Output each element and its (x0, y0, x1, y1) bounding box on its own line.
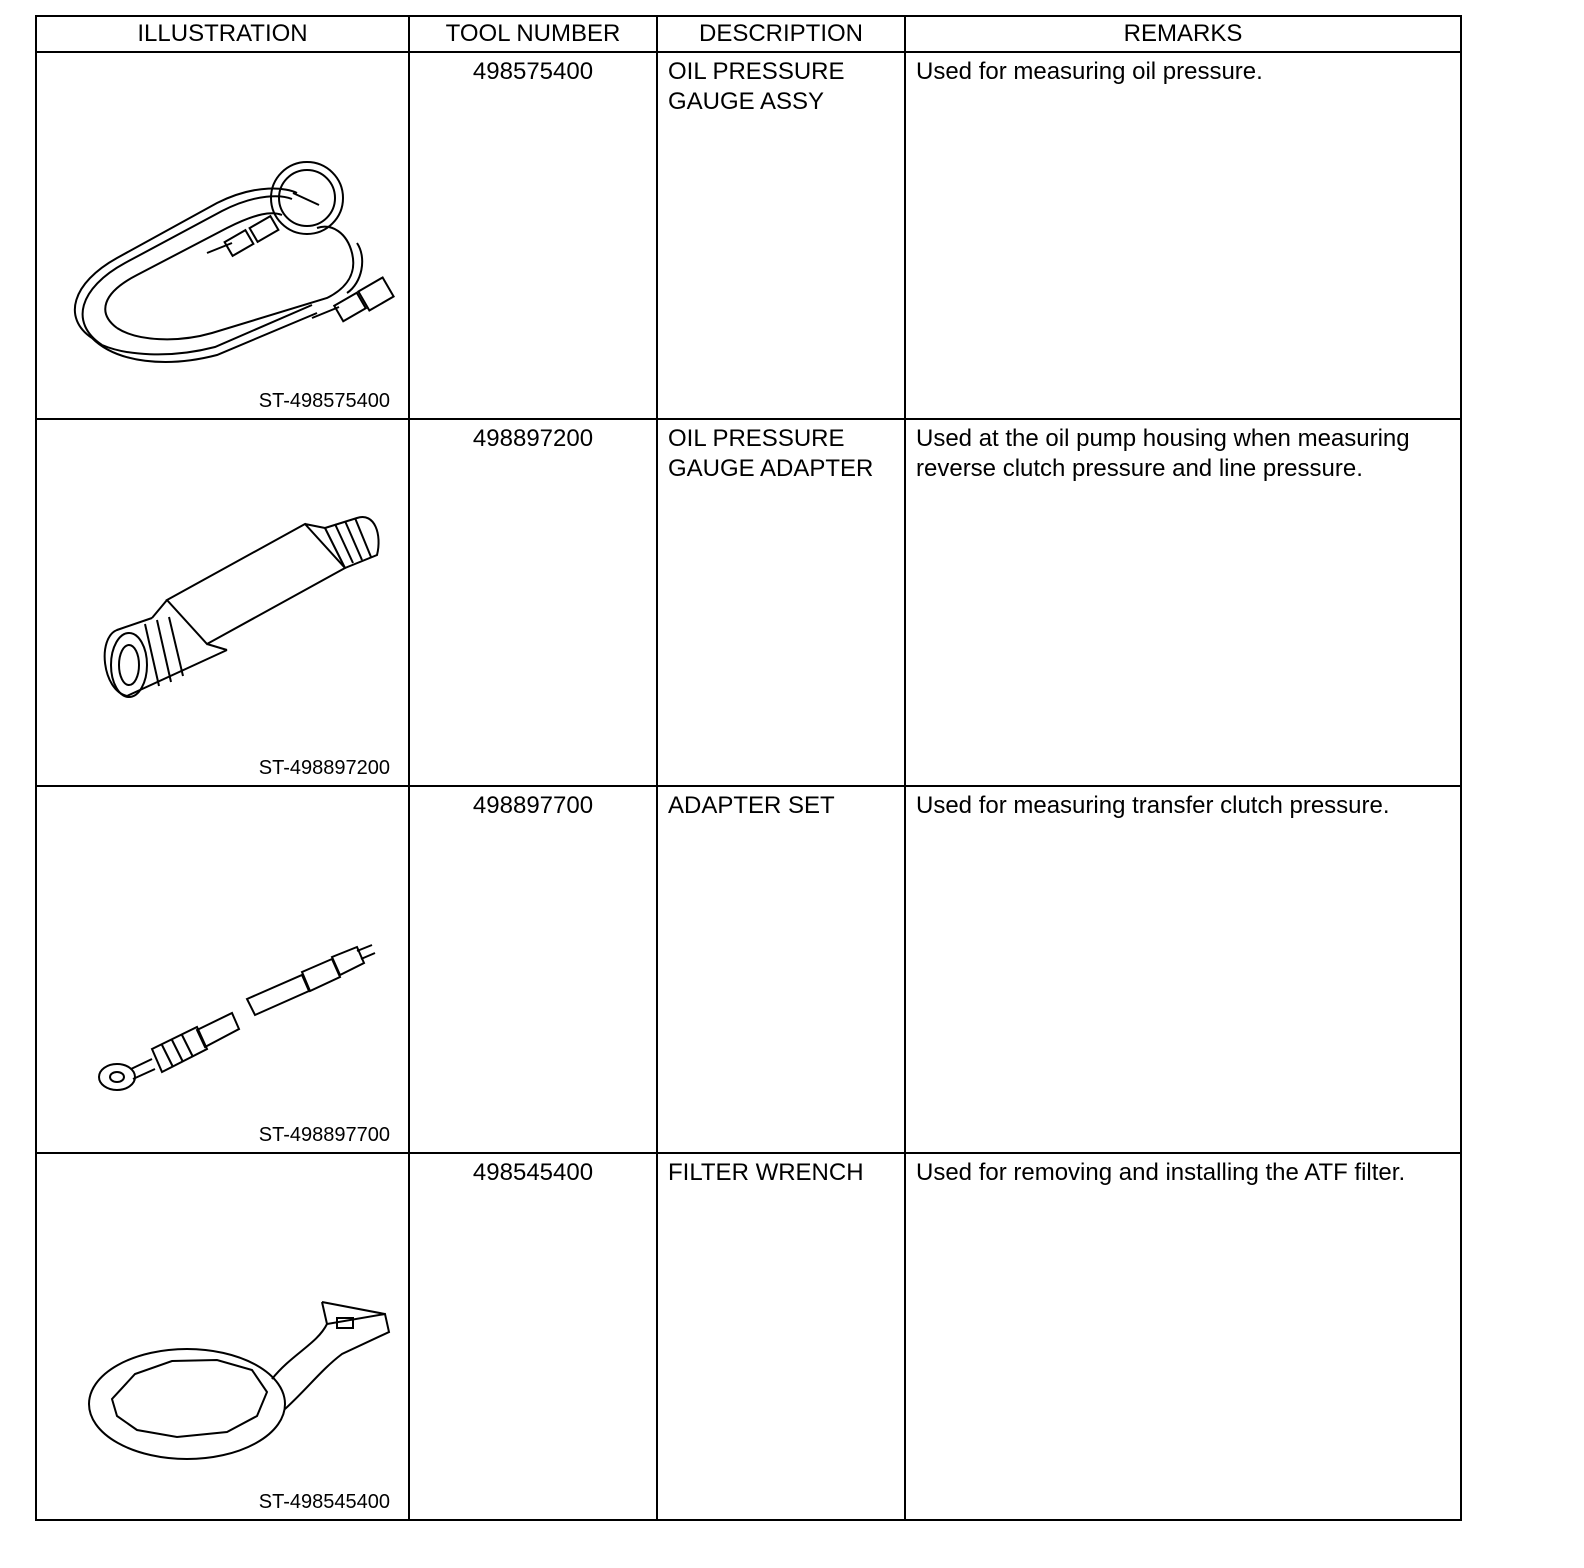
illustration-cell (36, 1153, 409, 1520)
oil-pressure-gauge-illustration (57, 93, 397, 383)
illustration-cell (36, 786, 409, 1153)
illustration-cell (36, 52, 409, 419)
description-cell: FILTER WRENCH (657, 1153, 905, 1520)
filter-wrench-illustration (57, 1194, 397, 1484)
tool-number-cell: 498575400 (409, 52, 657, 419)
adapter-set-illustration (57, 827, 397, 1117)
illustration-code: ST-498897200 (258, 757, 390, 779)
remarks-cell: Used for removing and installing the ATF filter. (905, 1153, 1461, 1520)
table-row (36, 419, 1461, 786)
header-description: DESCRIPTION (657, 16, 905, 52)
remarks-cell: Used for measuring transfer clutch pressure. (905, 786, 1461, 1153)
header-remarks: REMARKS (905, 16, 1461, 52)
illustration-code: ST-498575400 (258, 390, 390, 412)
table-row (36, 786, 1461, 1153)
table-row (36, 1153, 1461, 1520)
illustration-code: ST-498897700 (258, 1124, 390, 1146)
tool-number-cell: 498897700 (409, 786, 657, 1153)
illustration-cell (36, 419, 409, 786)
table-row (36, 52, 1461, 419)
header-tool-number: TOOL NUMBER (409, 16, 657, 52)
gauge-adapter-illustration (57, 460, 397, 750)
remarks-cell: Used for measuring oil pressure. (905, 52, 1461, 419)
special-tools-table (35, 15, 1462, 1521)
description-cell: OIL PRESSURE GAUGE ASSY (657, 52, 905, 419)
description-cell: OIL PRESSURE GAUGE ADAPTER (657, 419, 905, 786)
tool-number-cell: 498897200 (409, 419, 657, 786)
remarks-cell: Used at the oil pump housing when measuring reverse clutch pressure and line pressure. (905, 419, 1461, 786)
description-cell: ADAPTER SET (657, 786, 905, 1153)
table-header-row (36, 16, 1461, 52)
header-illustration: ILLUSTRATION (36, 16, 409, 52)
illustration-code: ST-498545400 (258, 1491, 390, 1513)
tool-number-cell: 498545400 (409, 1153, 657, 1520)
